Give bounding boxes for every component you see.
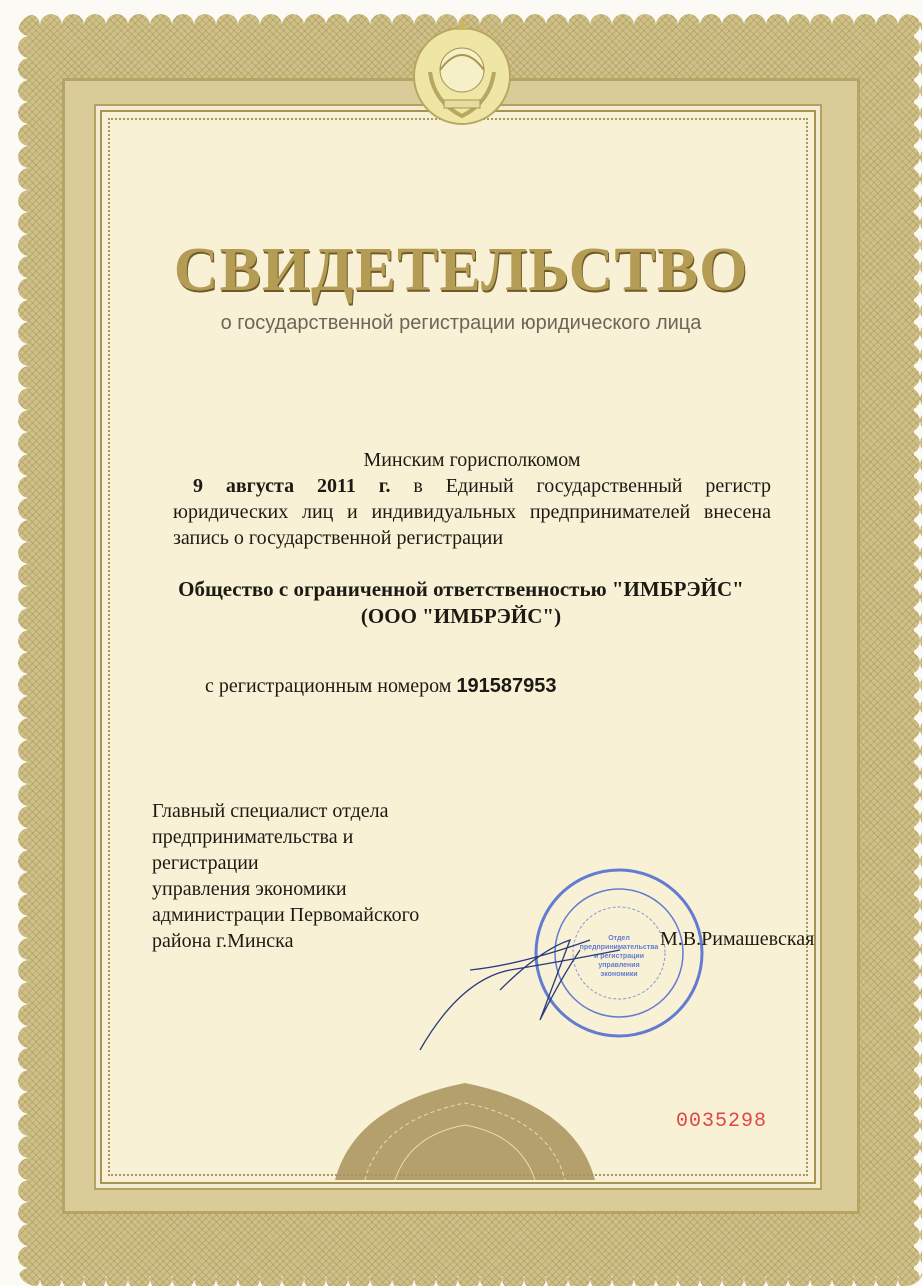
signer-name: М.В.Римашевская	[660, 928, 815, 950]
certificate-subtitle: о государственной регистрации юридического лица	[220, 312, 702, 334]
body-text: в Единый государственный регистр	[413, 475, 772, 497]
signer-line: управления экономики	[152, 878, 347, 900]
signer-line: района г.Минска	[152, 930, 294, 952]
svg-text:предпринимательства: предпринимательства	[579, 944, 659, 951]
guilloche-rosette	[335, 1075, 595, 1180]
svg-text:и регистрации: и регистрации	[593, 953, 645, 960]
reg-label: с регистрационным номером	[205, 675, 452, 697]
reg-number: 191587953	[456, 675, 557, 697]
svg-text:управления: управления	[598, 962, 640, 969]
company-short-name: (ООО "ИМБРЭЙС")	[360, 604, 562, 628]
state-emblem-icon	[410, 12, 514, 130]
authority: Минским горисполкомом	[363, 449, 581, 471]
signer-line: регистрации	[152, 852, 259, 874]
company-full-name: Общество с ограниченной ответственностью "ИМБРЭЙС"	[178, 577, 744, 601]
signer-line: администрации Первомайского	[152, 904, 420, 926]
registration-date: 9 августа 2011 г.	[193, 475, 391, 497]
signer-line: предпринимательства и	[152, 826, 354, 848]
company-name	[120, 576, 802, 630]
signer-position	[152, 798, 419, 954]
svg-text:Отдел: Отдел	[608, 935, 630, 942]
registration-number-line	[205, 675, 557, 698]
handwritten-signature	[410, 930, 660, 1060]
body-line-3: запись о государственной регистрации	[173, 527, 504, 549]
serial-number: 0035298	[676, 1110, 768, 1133]
signer-line: Главный специалист отдела	[152, 800, 389, 822]
body-line-1	[193, 473, 771, 499]
body-line-2: юридических лиц и индивидуальных предпринимателей внесена	[173, 501, 771, 523]
certificate-title: СВИДЕТЕЛЬСТВО	[173, 236, 749, 304]
svg-text:экономики: экономики	[600, 971, 638, 978]
